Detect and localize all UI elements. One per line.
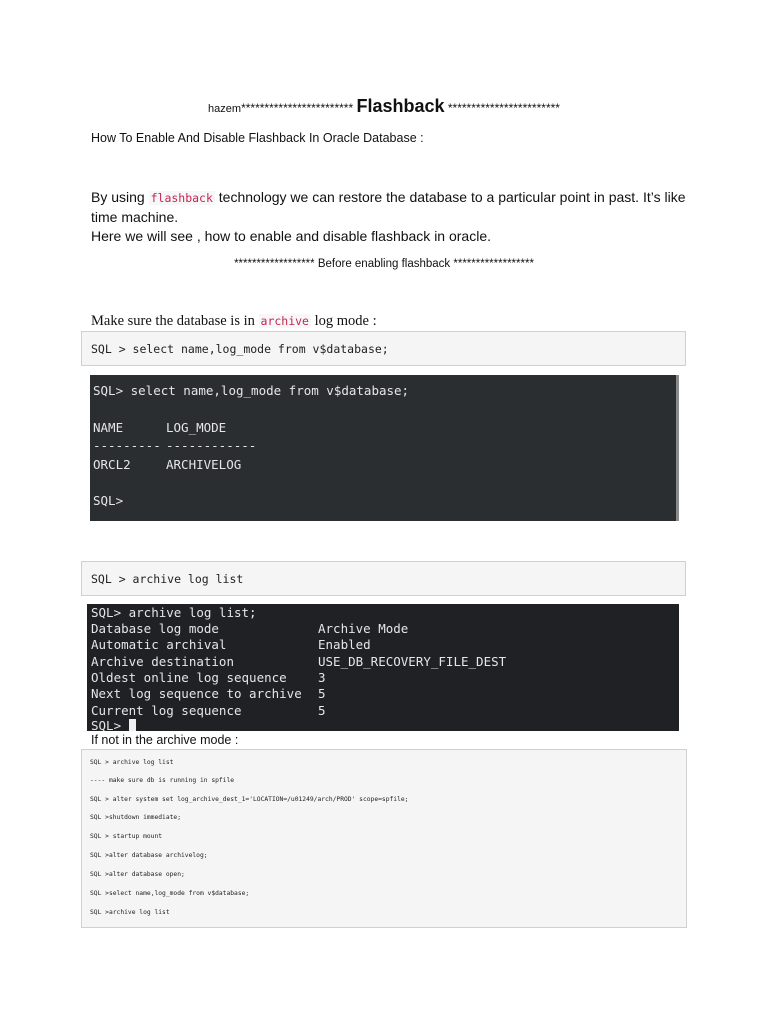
- column-separator-name: ---------: [93, 438, 161, 453]
- archive-mode-note: [91, 313, 377, 330]
- value-next-log-sequence: 5: [318, 686, 326, 701]
- archive-note-end: log mode :: [310, 313, 377, 329]
- step-line: SQL >select name,log_mode from v$database;: [90, 890, 250, 897]
- label-oldest-online-log-sequence: Oldest online log sequence: [91, 670, 287, 685]
- code-block-enable-archivelog-steps: [81, 749, 687, 928]
- section-heading-before-enabling: ****************** Before enabling flashback ******************: [234, 258, 534, 270]
- step-line: SQL >archive log list: [90, 909, 170, 916]
- intro-line-2: Here we will see , how to enable and disable flashback in oracle.: [91, 228, 492, 244]
- inline-code-archive: archive: [260, 314, 309, 328]
- step-line: SQL >alter database open;: [90, 871, 185, 878]
- terminal-screenshot-archive-log-list: [87, 604, 679, 731]
- column-header-log-mode: LOG_MODE: [166, 420, 227, 435]
- title-text: Flashback: [356, 96, 445, 116]
- label-automatic-archival: Automatic archival: [91, 637, 227, 652]
- value-database-log-mode: Archive Mode: [318, 621, 409, 636]
- label-database-log-mode: Database log mode: [91, 621, 219, 636]
- value-automatic-archival: Enabled: [318, 637, 371, 652]
- step-line: SQL > startup mount: [90, 833, 163, 840]
- title-stars-left: ************************: [241, 101, 354, 115]
- step-line: SQL > archive log list: [90, 759, 174, 766]
- inline-code-flashback: flashback: [150, 191, 213, 205]
- terminal-prompt-line: SQL> archive log list;: [91, 605, 257, 620]
- terminal-prompt: SQL>: [91, 718, 129, 731]
- terminal-prompt-line: SQL> select name,log_mode from v$database;: [93, 383, 410, 398]
- intro-text-start: By using: [91, 189, 149, 205]
- cursor-icon: [129, 719, 136, 731]
- label-next-log-sequence: Next log sequence to archive: [91, 686, 302, 701]
- column-header-name: NAME: [93, 420, 124, 435]
- step-line: SQL > alter system set log_archive_dest_1='LOCATION=/u01249/arch/PROD' scope=spfile;: [90, 796, 409, 803]
- terminal-prompt: SQL>: [93, 493, 124, 508]
- subtitle: How To Enable And Disable Flashback In Oracle Database :: [91, 131, 424, 145]
- code-block-archive-log-list: [81, 561, 686, 596]
- intro-text-end: technology we can restore the database to a particular point in past. It’s like time machine.: [91, 189, 686, 225]
- intro-paragraph: [91, 188, 691, 246]
- value-oldest-online-log-sequence: 3: [318, 670, 326, 685]
- step-line: ---- make sure db is running in spfile: [90, 777, 235, 784]
- author-name: hazem: [208, 103, 242, 115]
- step-line: SQL >shutdown immediate;: [90, 814, 181, 821]
- label-current-log-sequence: Current log sequence: [91, 703, 242, 718]
- terminal-screenshot-log-mode: [90, 375, 679, 521]
- code-line: SQL > select name,log_mode from v$database;: [91, 342, 389, 356]
- value-current-log-sequence: 5: [318, 703, 326, 718]
- column-separator-log-mode: ------------: [166, 438, 257, 453]
- result-name: ORCL2: [93, 457, 131, 472]
- code-block-select-log-mode: [81, 331, 686, 366]
- label-archive-destination: Archive destination: [91, 654, 234, 669]
- terminal-prompt-cursor-line: [91, 718, 136, 731]
- result-log-mode: ARCHIVELOG: [166, 457, 242, 472]
- archive-note-start: Make sure the database is in: [91, 313, 259, 329]
- step-line: SQL >alter database archivelog;: [90, 852, 208, 859]
- code-line: SQL > archive log list: [91, 572, 244, 586]
- if-not-archive-heading: If not in the archive mode :: [91, 733, 239, 747]
- value-archive-destination: USE_DB_RECOVERY_FILE_DEST: [318, 654, 507, 669]
- title-stars-right: ************************: [447, 101, 560, 115]
- document-title: [0, 96, 768, 117]
